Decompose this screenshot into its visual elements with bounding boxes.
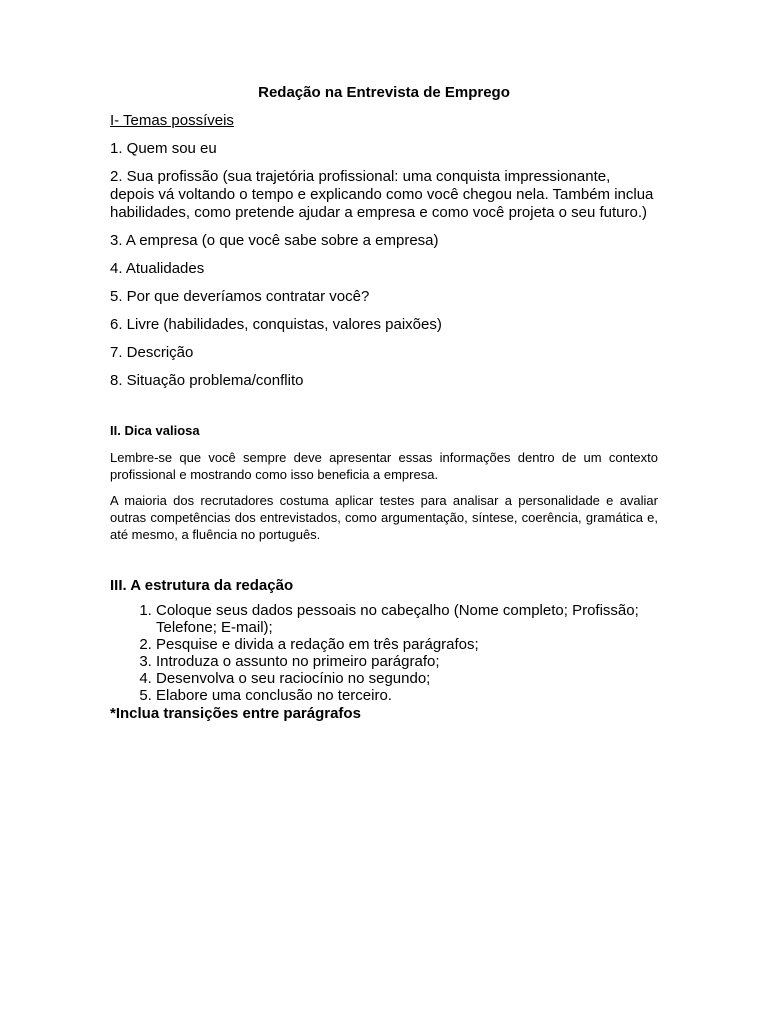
structure-step: 1. Coloque seus dados pessoais no cabeçalho (Nome completo; Profissão; Telefone; E-mail);	[156, 602, 658, 636]
topic-item: 8. Situação problema/conflito	[110, 372, 304, 389]
structure-steps-list	[110, 602, 658, 704]
section-heading-topics: I- Temas possíveis	[110, 112, 234, 129]
topic-item: 4. Atualidades	[110, 260, 205, 277]
topic-item: 3. A empresa (o que você sabe sobre a empresa)	[110, 232, 439, 249]
tip-paragraph: Lembre-se que você sempre deve apresentar essas informações dentro de um contexto profissional e mostrando como isso beneficia a empresa.	[110, 450, 658, 482]
structure-step: 2. Pesquise e divida a redação em três parágrafos;	[156, 636, 658, 653]
topic-item: 2. Sua profissão (sua trajetória profissional: uma conquista impressionante, depois vá voltando o tempo e explicando como você chegou nela. Também inclua habilidades, como pretende ajudar a empresa e como você projeta o seu futuro.)	[110, 168, 654, 221]
tip-paragraph: A maioria dos recrutadores costuma aplicar testes para analisar a personalidade e avaliar outras competências dos entrevistados, como argumentação, síntese, coerência, gramática e, até mesmo, a fluência no português.	[110, 493, 658, 542]
section-heading-tip: II. Dica valiosa	[110, 423, 200, 438]
topic-item: 6. Livre (habilidades, conquistas, valores paixões)	[110, 316, 442, 333]
topic-item: 5. Por que deveríamos contratar você?	[110, 288, 370, 305]
topic-item: 7. Descrição	[110, 344, 194, 361]
transitions-note: *Inclua transições entre parágrafos	[110, 705, 361, 722]
section-heading-structure: III. A estrutura da redação	[110, 577, 294, 594]
structure-step: 5. Elabore uma conclusão no terceiro.	[156, 687, 658, 704]
structure-step: 4. Desenvolva o seu raciocínio no segundo;	[156, 670, 658, 687]
topic-item: 1. Quem sou eu	[110, 140, 217, 157]
document-title: Redação na Entrevista de Emprego	[258, 84, 510, 101]
structure-step: 3. Introduza o assunto no primeiro parágrafo;	[156, 653, 658, 670]
document-page	[110, 84, 658, 723]
